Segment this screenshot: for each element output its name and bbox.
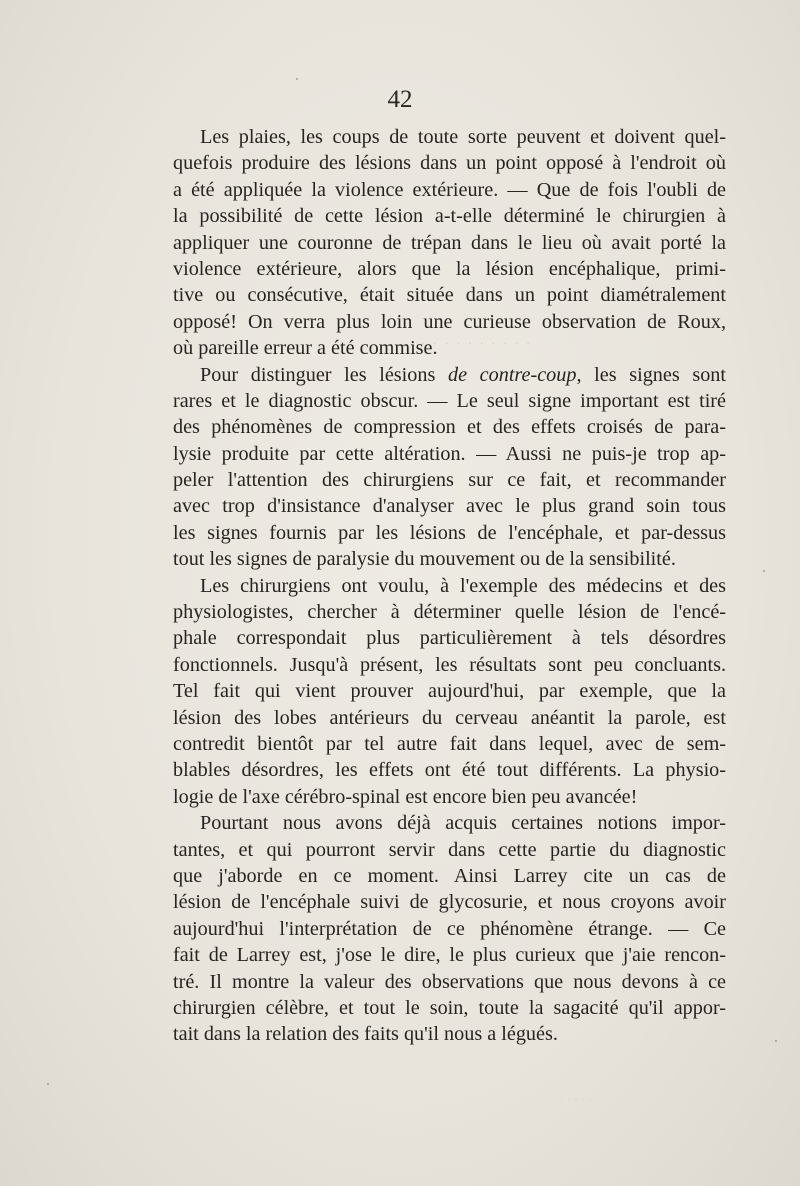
text-line: rares et le diagnostic obscur. — Le seul signe important est tiré — [173, 389, 726, 412]
paper-speck — [763, 570, 765, 572]
italic-term: de contre-coup — [447, 363, 577, 386]
text-line: a été appliquée la violence extérieure. — Que de fois l'oubli de — [173, 178, 726, 201]
body-text — [173, 124, 726, 1048]
text-line: Les plaies, les coups de toute sorte peuvent et doivent quel- — [200, 126, 726, 148]
text-line: fonctionnels. Jusqu'à présent, les résultats sont peu concluants. — [173, 653, 726, 676]
paper-speck — [47, 1083, 49, 1085]
text-line: appliquer une couronne de trépan dans le lieu où avait porté la — [173, 231, 726, 254]
text-line: lésion de l'encéphale suivi de glycosurie, et nous croyons avoir — [173, 891, 726, 914]
text-line: Les chirurgiens ont voulu, à l'exemple des médecins et des — [200, 574, 726, 597]
page-number: 42 — [387, 86, 413, 113]
text-line — [173, 362, 726, 388]
text-line: peler l'attention des chirurgiens sur ce fait, et recommander — [173, 469, 726, 492]
text-line: la possibilité de cette lésion a-t-elle déterminé le chirurgien à — [173, 205, 726, 228]
text-line: fait de Larrey est, j'ose le dire, le plus curieux que j'aie rencon- — [173, 944, 726, 967]
show-through-text: · · · · · · · · · · — [420, 333, 532, 355]
text-line: chirurgien célèbre, et tout le soin, toute la sagacité qu'il appor- — [173, 996, 726, 1019]
text-line-segment: , les signes sont — [576, 363, 727, 386]
text-line: quefois produire des lésions dans un point opposé à l'endroit où — [173, 152, 726, 175]
text-line: les signes fournis par les lésions de l'encéphale, et par-dessus — [173, 521, 726, 544]
text-line: lysie produite par cette altération. — Aussi ne puis-je trop ap- — [173, 442, 726, 465]
text-line: opposé! On verra plus loin une curieuse observation de Roux, — [173, 310, 726, 333]
paper-speck — [775, 1040, 777, 1042]
show-through-text-bottom: · · · · · — [560, 1092, 592, 1106]
text-line: Tel fait qui vient prouver aujourd'hui, par exemple, que la — [173, 680, 726, 703]
text-line: logie de l'axe cérébro-spinal est encore bien peu avancée! — [173, 785, 638, 808]
text-line: blables désordres, les effets ont été tout différents. La physio- — [173, 759, 726, 782]
text-line: aujourd'hui l'interprétation de ce phénomène étrange. — Ce — [173, 917, 726, 940]
text-line: lésion des lobes antérieurs du cerveau anéantit la parole, est — [173, 706, 726, 729]
text-line: tive ou consécutive, était située dans un point diamétralement — [173, 284, 726, 307]
text-line: tout les signes de paralysie du mouvement ou de la sensibilité. — [173, 548, 676, 571]
text-line-segment: Pour distinguer les lésions — [200, 363, 448, 386]
paper-speck — [296, 78, 298, 80]
text-line: avec trop d'insistance d'analyser avec le plus grand soin tous — [173, 495, 726, 518]
text-line: contredit bientôt par tel autre fait dans lequel, avec de sem- — [173, 732, 726, 755]
text-line: physiologistes, chercher à déterminer quelle lésion de l'encé- — [173, 601, 726, 624]
text-line: des phénomènes de compression et des effets croisés de para- — [173, 416, 726, 439]
text-line: tait dans la relation des faits qu'il nous a légués. — [173, 1023, 558, 1046]
text-line: violence extérieure, alors que la lésion encéphalique, primi- — [173, 257, 726, 280]
text-line: où pareille erreur a été commise. — [173, 337, 438, 360]
text-line: tré. Il montre la valeur des observations que nous devons à ce — [173, 970, 726, 993]
text-line: que j'aborde en ce moment. Ainsi Larrey cite un cas de — [173, 864, 726, 887]
text-line: Pourtant nous avons déjà acquis certaines notions impor- — [200, 812, 726, 835]
text-line: tantes, et qui pourront servir dans cette partie du diagnostic — [173, 838, 726, 861]
text-line: phale correspondait plus particulièrement à tels désordres — [173, 627, 726, 650]
